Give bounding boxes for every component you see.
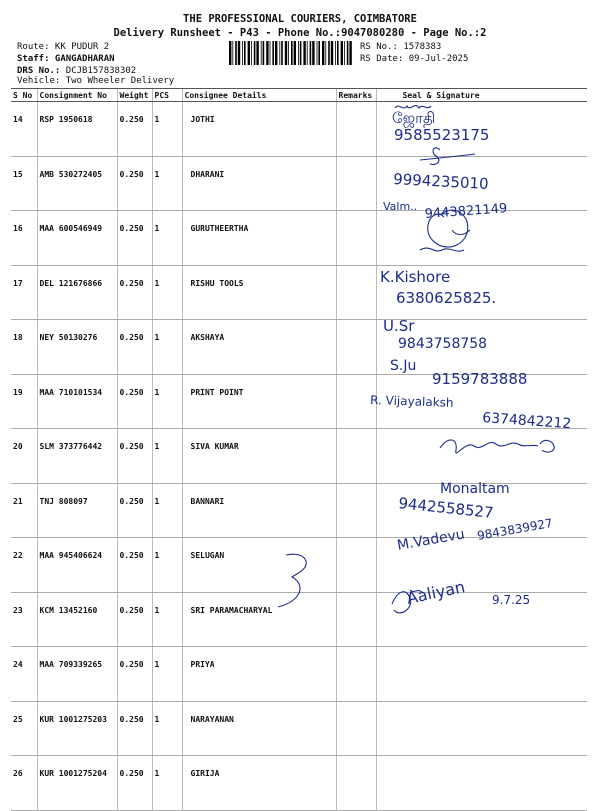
row-pcs: 1 (152, 102, 182, 157)
row-sno: 22 (11, 538, 37, 593)
barcode-bar (331, 41, 333, 65)
sig-24-name: M.Vadevu (395, 526, 466, 554)
sig-21-phone: 6374842212 (481, 410, 572, 433)
sig-14-name: ஜோதி (392, 109, 436, 127)
row-weight: 0.250 (117, 374, 152, 429)
row-sno: 17 (11, 265, 37, 320)
barcode-bar (275, 41, 277, 65)
barcode-bar (303, 41, 305, 65)
sig-26-name: Aaliyan (404, 577, 467, 608)
barcode-bar (335, 41, 336, 65)
sig-16-phone: 9443821149 (424, 201, 508, 222)
barcode-bar (344, 41, 345, 65)
barcode-bar (229, 41, 231, 65)
row-sno: 24 (11, 647, 37, 702)
table-row (11, 211, 587, 266)
row-pcs: 1 (152, 647, 182, 702)
barcode-bar (298, 41, 299, 65)
barcode-bar (266, 41, 268, 65)
row-consignment: MAA 945406624 (37, 538, 117, 593)
row-weight: 0.250 (117, 483, 152, 538)
row-pcs: 1 (152, 483, 182, 538)
barcode-bar (235, 41, 237, 65)
col-remarks: Remarks (336, 89, 376, 102)
row-remarks (336, 265, 376, 320)
row-sno: 14 (11, 102, 37, 157)
table-row (11, 156, 587, 211)
row-consignment: TNJ 808097 (37, 483, 117, 538)
row-remarks (336, 211, 376, 266)
company-title: THE PROFESSIONAL COURIERS, COIMBATORE (183, 13, 417, 25)
row-signature (376, 156, 587, 211)
row-consignee: RISHU TOOLS (182, 265, 336, 320)
barcode-bar (238, 41, 240, 65)
col-consignment: Consignment No (37, 89, 117, 102)
row-weight: 0.250 (117, 156, 152, 211)
row-sno: 16 (11, 211, 37, 266)
table-row (11, 320, 587, 375)
row-sno: 26 (11, 756, 37, 811)
row-signature (376, 483, 587, 538)
row-sno: 25 (11, 701, 37, 756)
row-pcs: 1 (152, 265, 182, 320)
table-row (11, 265, 587, 320)
row-consignee: DHARANI (182, 156, 336, 211)
row-pcs: 1 (152, 156, 182, 211)
row-weight: 0.250 (117, 538, 152, 593)
row-consignee: NARAYANAN (182, 701, 336, 756)
sig-23-name: Monaltam (440, 481, 510, 497)
sig-14-phone: 9585523175 (394, 126, 490, 144)
barcode-bar (272, 41, 274, 65)
col-sno: S No (11, 89, 37, 102)
table-row (11, 374, 587, 429)
row-pcs: 1 (152, 211, 182, 266)
barcode-bar (254, 41, 256, 65)
barcode-bar (263, 41, 265, 65)
col-consignee: Consignee Details (182, 89, 336, 102)
row-signature (376, 265, 587, 320)
row-signature (376, 756, 587, 811)
barcode-bar (242, 41, 243, 65)
row-sno: 18 (11, 320, 37, 375)
barcode-bar (310, 41, 312, 65)
row-signature (376, 647, 587, 702)
row-signature (376, 374, 587, 429)
vehicle-label: Vehicle: Two Wheeler Delivery (17, 76, 175, 86)
barcode-bar (261, 41, 262, 65)
row-consignee: BANNARI (182, 483, 336, 538)
row-weight: 0.250 (117, 102, 152, 157)
barcode-bar (294, 41, 296, 65)
row-consignment: MAA 710101534 (37, 374, 117, 429)
row-weight: 0.250 (117, 211, 152, 266)
row-weight: 0.250 (117, 592, 152, 647)
barcode-bar (312, 41, 314, 65)
row-consignee: GURUTHEERTHA (182, 211, 336, 266)
sig-23-phone: 9442558527 (397, 494, 495, 522)
row-pcs: 1 (152, 756, 182, 811)
row-consignee: AKSHAYA (182, 320, 336, 375)
row-consignment: KCM 13452160 (37, 592, 117, 647)
row-pcs: 1 (152, 592, 182, 647)
row-remarks (336, 102, 376, 157)
row-weight: 0.250 (117, 320, 152, 375)
row-signature (376, 211, 587, 266)
row-consignment: DEL 121676866 (37, 265, 117, 320)
sig-21-name: R. Vijayalaksh (369, 393, 454, 410)
barcode-bar (347, 41, 349, 65)
table-row (11, 538, 587, 593)
staff-label: Staff: GANGADHARAN (17, 54, 115, 64)
row-remarks (336, 429, 376, 484)
barcode-bar (349, 41, 351, 65)
row-consignment: SLM 373776442 (37, 429, 117, 484)
runsheet-table (11, 88, 587, 811)
barcode-bar (244, 41, 246, 65)
barcode-bar (328, 41, 330, 65)
row-weight: 0.250 (117, 756, 152, 811)
row-signature (376, 320, 587, 375)
row-signature (376, 592, 587, 647)
sig-19-phone: 9843758758 (398, 336, 488, 352)
col-signature: Seal & Signature (376, 89, 587, 102)
route-label: Route: KK PUDUR 2 (17, 42, 110, 52)
row-consignment: KUR 1001275204 (37, 756, 117, 811)
table-row (11, 429, 587, 484)
row-consignee: GIRIJA (182, 756, 336, 811)
barcode-bar (325, 41, 326, 65)
row-consignment: AMB 530272405 (37, 156, 117, 211)
row-consignee: JOTHI (182, 102, 336, 157)
rs-number: RS No.: 1578383 (360, 42, 442, 52)
row-signature (376, 538, 587, 593)
barcode-bar (251, 41, 252, 65)
barcode-bar (318, 41, 320, 65)
row-pcs: 1 (152, 320, 182, 375)
row-remarks (336, 538, 376, 593)
sig-20-phone: 9159783888 (432, 370, 528, 388)
barcode-bar (279, 41, 280, 65)
row-signature (376, 429, 587, 484)
row-pcs: 1 (152, 374, 182, 429)
table-row (11, 756, 587, 811)
row-sno: 21 (11, 483, 37, 538)
table-row (11, 647, 587, 702)
row-remarks (336, 374, 376, 429)
col-weight: Weight (117, 89, 152, 102)
row-consignee: SELUGAN (182, 538, 336, 593)
row-consignment: MAA 709339265 (37, 647, 117, 702)
drs-label: DRS No.: (17, 66, 61, 76)
barcode-bar (285, 41, 287, 65)
barcode-bar (256, 41, 258, 65)
row-remarks (336, 592, 376, 647)
row-consignee: PRIYA (182, 647, 336, 702)
sig-18-phone: 6380625825. (396, 289, 497, 307)
barcode-bar (307, 41, 308, 65)
barcode-bar (317, 41, 318, 65)
rs-date: RS Date: 09-Jul-2025 (360, 54, 469, 64)
row-weight: 0.250 (117, 265, 152, 320)
barcode-bar (300, 41, 302, 65)
table-row (11, 592, 587, 647)
row-consignee: SRI PARAMACHARYAL (182, 592, 336, 647)
sig-16-name: Valm.. (383, 200, 418, 213)
barcode-bar (337, 41, 339, 65)
row-weight: 0.250 (117, 647, 152, 702)
row-pcs: 1 (152, 429, 182, 484)
table-header-row (11, 89, 587, 102)
row-consignee: SIVA KUMAR (182, 429, 336, 484)
row-remarks (336, 320, 376, 375)
drs-value: DCJB157838302 (65, 66, 137, 76)
barcode-bar (270, 41, 271, 65)
sig-18-name: K.Kishore (380, 268, 451, 286)
row-signature (376, 701, 587, 756)
row-consignment: KUR 1001275203 (37, 701, 117, 756)
row-pcs: 1 (152, 701, 182, 756)
row-remarks (336, 647, 376, 702)
row-weight: 0.250 (117, 429, 152, 484)
row-signature (376, 102, 587, 157)
sig-26-date: 9.7.25 (492, 593, 531, 607)
row-pcs: 1 (152, 538, 182, 593)
sig-24-phone: 9843839927 (476, 515, 554, 543)
sig-19-name: U.Sr (383, 317, 415, 335)
row-consignee: PRINT POINT (182, 374, 336, 429)
row-consignment: RSP 1950618 (37, 102, 117, 157)
row-sno: 19 (11, 374, 37, 429)
barcode-image (229, 41, 355, 65)
row-remarks (336, 756, 376, 811)
row-remarks (336, 701, 376, 756)
barcode-bar (248, 41, 250, 65)
col-pcs: PCS (152, 89, 182, 102)
row-remarks (336, 483, 376, 538)
row-sno: 23 (11, 592, 37, 647)
row-consignment: MAA 600546949 (37, 211, 117, 266)
sig-15-phone: 9994235010 (392, 170, 490, 193)
barcode-bar (288, 41, 289, 65)
drs-number (17, 66, 136, 76)
table-row (11, 102, 587, 157)
barcode-bar (232, 41, 233, 65)
row-sno: 15 (11, 156, 37, 211)
runsheet-subtitle: Delivery Runsheet - P43 - Phone No.:9047080280 - Page No.:2 (113, 27, 487, 39)
row-consignment: NEY 50130276 (37, 320, 117, 375)
barcode-bar (281, 41, 283, 65)
barcode-bar (322, 41, 324, 65)
table-row (11, 483, 587, 538)
barcode-bar (341, 41, 343, 65)
row-sno: 20 (11, 429, 37, 484)
barcode-bar (291, 41, 293, 65)
table-row (11, 701, 587, 756)
row-remarks (336, 156, 376, 211)
row-weight: 0.250 (117, 701, 152, 756)
sig-20-name: S.Ju (390, 358, 417, 374)
